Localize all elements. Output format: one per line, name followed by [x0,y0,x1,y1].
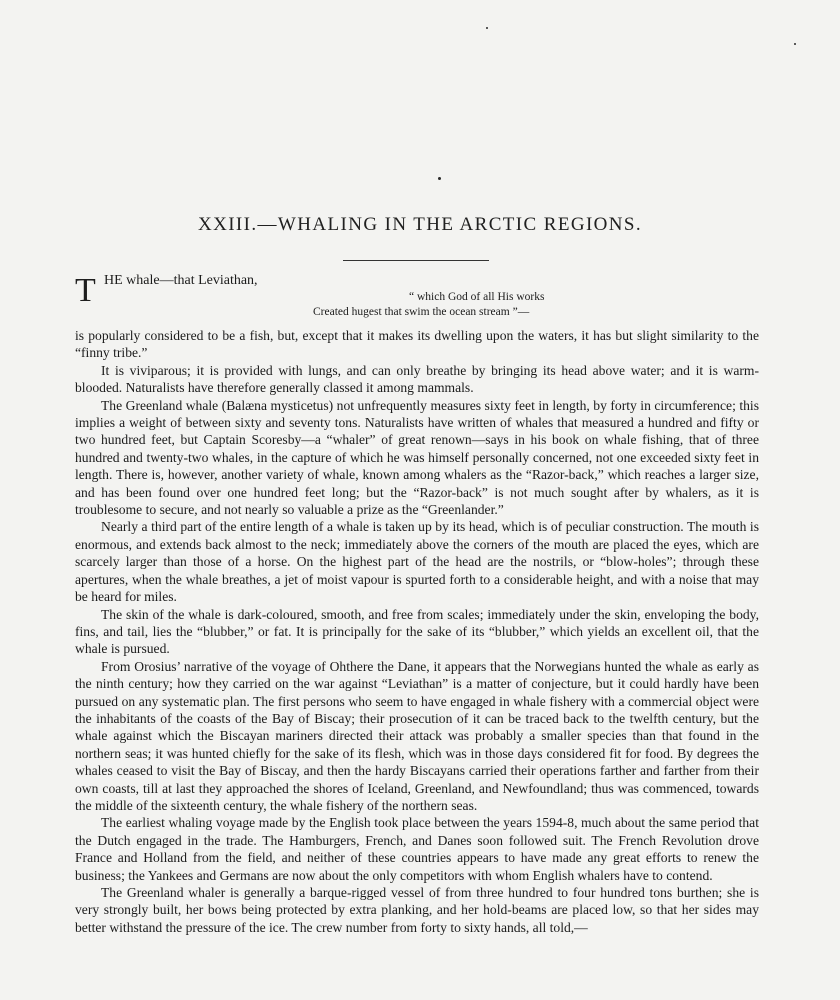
paragraph: The Greenland whaler is generally a barque-rigged vessel of from three hundred to four hundred tons burthen; she is very strongly built, her bows being protected by extra planking, and her hold-beams are placed low, so that her sides may better withstand the pressure of the ice. The crew number from forty to sixty hands, all told,— [75,885,759,935]
paragraph: It is viviparous; it is provided with lungs, and can only breathe by bringing its head above water; and it is warm-blooded. Naturalists have therefore generally classed it among mammals. [75,362,759,396]
chapter-title: XXIII.—WHALING IN THE ARCTIC REGIONS. [197,214,643,235]
ink-speck [794,43,796,45]
title-divider [343,260,489,261]
paragraph: The earliest whaling voyage made by the English took place between the years 1594-8, much about the same period that the Dutch engaged in the trade. The Hamburgers, French, and Danes soon followed suit. The French Revolution drove France and Holland from the field, and neither of these countries appears to have made any great efforts to renew the business; the Yankees and Germans are now about the only competitors with whom English whalers have to contend. [75,815,759,883]
quotation-line-2: Created hugest that swim the ocean stream ”— [313,306,530,318]
paragraph: The Greenland whale (Balæna mysticetus) not unfrequently measures sixty feet in length, by forty in circumference; this implies a weight of between sixty and seventy tons. Naturalists have written of whales that measured a hundred and fifty or two hundred feet, but Captain Scoresby—a “whaler” of great renown—says in his book on whale fishing, that of three hundred and twenty-two whales, in the capture of which he was himself personally concerned, not one exceeded sixty feet in length. There is, however, another variety of whale, known among whalers as the “Razor-back,” which reaches a larger size, and has been found over one hundred feet long; but the “Razor-back” is not much sought after by whalers, as it is troublesome to secure, and not nearly so valuable a prize as the “Greenlander.” [75,397,759,518]
body-text [75,327,759,936]
paragraph: is popularly considered to be a fish, but, except that it makes its dwelling upon the waters, it has but slight similarity to the “finny tribe.” [75,328,759,361]
quotation-line-1: “ which God of all His works [409,291,545,303]
ink-speck [486,27,488,29]
paragraph: Nearly a third part of the entire length of a whale is taken up by its head, which is of peculiar construction. The mouth is enormous, and extends back almost to the neck; immediately above the corners of the mouth are placed the eyes, which are scarcely larger than those of a horse. On the highest part of the head are the nostrils, or “blow-holes”; through these apertures, when the whale breathes, a jet of moist vapour is spurted forth to a considerable height, and with a noise that may be heard for miles. [75,519,759,605]
ink-speck [438,177,441,180]
paragraph: The skin of the whale is dark-coloured, smooth, and free from scales; immediately under the skin, enveloping the body, fins, and tail, lies the “blubber,” or fat. It is principally for the sake of its “blubber,” which yields an excellent oil, that the whale is pursued. [75,606,759,657]
drop-cap: T [75,272,96,309]
opening-line: HE whale—that Leviathan, [104,273,258,288]
paragraph: From Orosius’ narrative of the voyage of Ohthere the Dane, it appears that the Norwegians hunted the whale as early as the ninth century; how they carried on the war against “Leviathan” is a matter of conjecture, but it could hardly have been pursued on any systematic plan. The first persons who seem to have engaged in whale fishery with a commercial object were the inhabitants of the coasts of the Bay of Biscay; their prosecution of it can be traced back to the twelfth century, but the whale against which the Biscayan mariners directed their attack was probably a smaller species than that found in the northern seas; it was hunted chiefly for the sake of its flesh, which was in those days considered fit for food. By degrees the whales ceased to visit the Bay of Biscay, and then the hardy Biscayans carried their operations farther and farther from their own coasts, till at last they approached the shores of Iceland, Greenland, and Newfoundland; thus was commenced, towards the middle of the sixteenth century, the whale fishery of the northern seas. [75,658,759,813]
